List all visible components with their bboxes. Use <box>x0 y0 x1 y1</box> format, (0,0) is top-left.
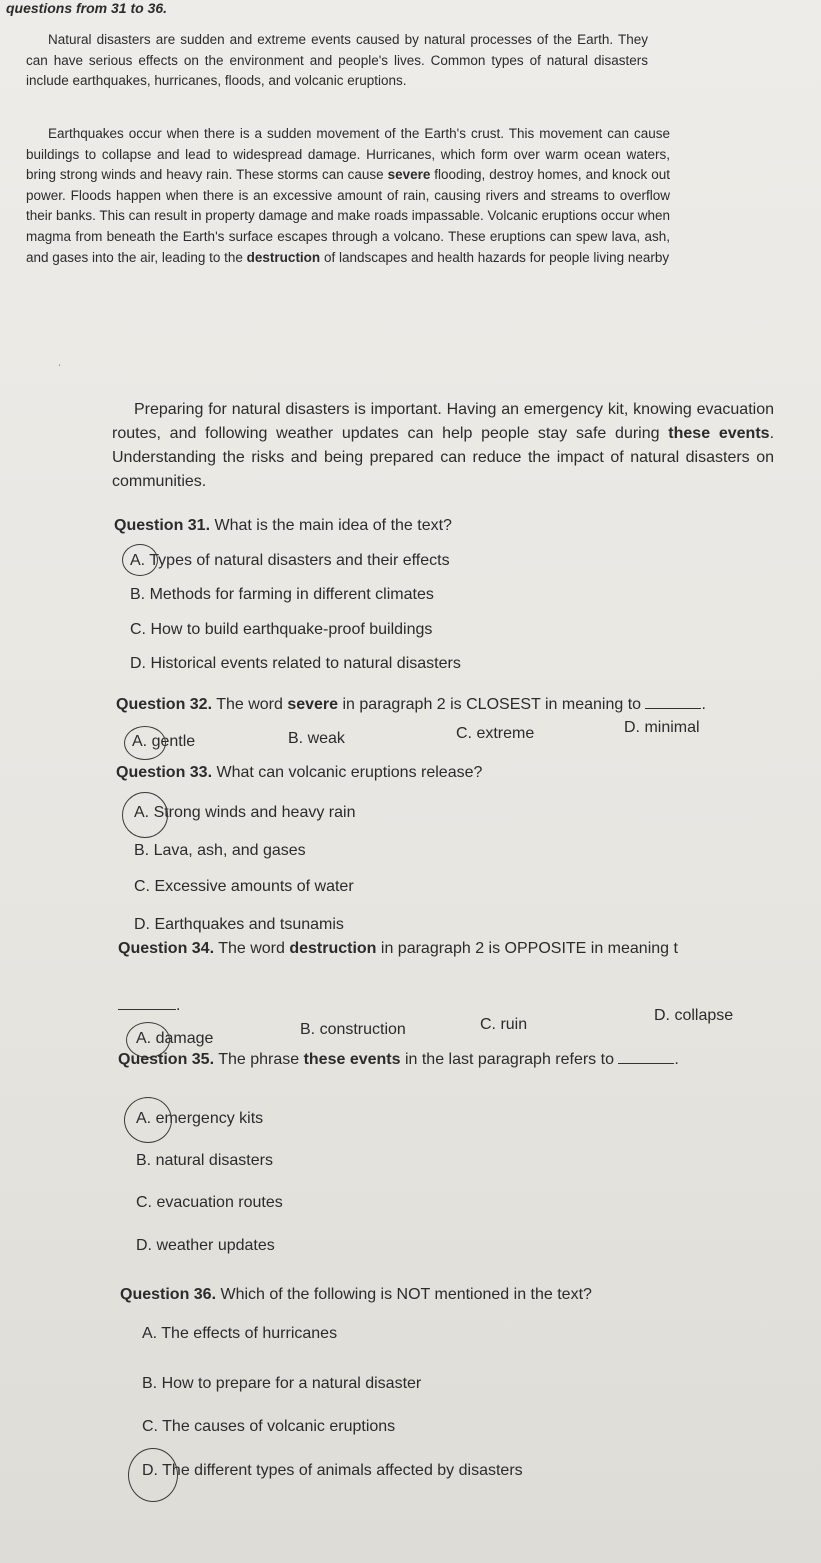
q33-option-d[interactable]: D. Earthquakes and tsunamis <box>134 916 344 933</box>
question-34-blank-line <box>118 996 180 1016</box>
question-35-word: these events <box>303 1051 401 1068</box>
question-31 <box>114 516 452 536</box>
paragraph-2-text-b: flooding, destroy homes, and knock out power. Floods happen when there is an excessive amount of rain, causing rivers and streams to overflow their banks. This can result in property damage and make roads impassable. Volcanic eruptions occur when magma from beneath the Earth's surface escapes through a volcano. These eruptions can spew lava, ash, and gases into the air, leading to the <box>26 167 670 265</box>
question-32-word: severe <box>287 696 339 713</box>
q34-option-c[interactable]: C. ruin <box>480 1016 528 1033</box>
q35-option-c[interactable]: C. evacuation routes <box>136 1194 283 1211</box>
q36-option-a[interactable]: A. The effects of hurricanes <box>142 1325 338 1342</box>
paragraph-1-text: Natural disasters are sudden and extreme events caused by natural processes of the Earth. They can have serious effects on the environment and people's lives. Common types of natural disasters include earthquakes, hurricanes, floods, and volcanic eruptions. <box>26 32 648 89</box>
question-34-text-a: The word <box>214 940 290 957</box>
passage-paragraph-1 <box>26 30 648 92</box>
q31-option-c[interactable]: C. How to build earthquake-proof buildings <box>130 621 433 638</box>
q36-option-d[interactable]: D. The different types of animals affected by disasters <box>142 1462 523 1479</box>
q36-option-b[interactable]: B. How to prepare for a natural disaster <box>142 1375 422 1392</box>
question-32-text-a: The word <box>212 696 288 713</box>
question-36-text: Which of the following is NOT mentioned in the text? <box>216 1286 592 1303</box>
q34-option-b[interactable]: B. construction <box>300 1021 406 1038</box>
q32-option-d[interactable]: D. minimal <box>624 719 700 736</box>
q32-option-c[interactable]: C. extreme <box>456 725 535 742</box>
q34-option-a[interactable]: A. damage <box>136 1030 214 1047</box>
question-35 <box>118 1050 679 1070</box>
question-34 <box>118 939 678 959</box>
passage-paragraph-2 <box>26 124 670 268</box>
question-35-text-a: The phrase <box>214 1051 304 1068</box>
q35-option-b[interactable]: B. natural disasters <box>136 1152 273 1169</box>
paragraph-3-text-b: . Understanding the risks and being prepared can reduce the impact of natural disasters on communities. <box>112 425 775 490</box>
q33-option-a[interactable]: A. Strong winds and heavy rain <box>134 804 356 821</box>
question-33 <box>116 763 482 783</box>
q32-option-a[interactable]: A. gentle <box>132 733 196 750</box>
paragraph-2-text-c: of landscapes and health hazards for people living nearby <box>320 249 670 265</box>
q31-option-d[interactable]: D. Historical events related to natural disasters <box>130 655 461 672</box>
q33-option-c[interactable]: C. Excessive amounts of water <box>134 878 354 895</box>
question-32-text-b: in paragraph 2 is CLOSEST in meaning to <box>338 696 646 713</box>
q32-option-b[interactable]: B. weak <box>288 730 345 747</box>
q31-option-b[interactable]: B. Methods for farming in different climates <box>130 586 434 603</box>
q35-option-a[interactable]: A. emergency kits <box>136 1110 264 1127</box>
section-header: questions from 31 to 36. <box>6 0 168 16</box>
answer-blank <box>618 1063 674 1064</box>
highlighted-phrase-these-events: these events <box>668 425 770 442</box>
q36-option-c[interactable]: C. The causes of volcanic eruptions <box>142 1418 396 1435</box>
question-33-label: Question 33. <box>116 764 213 781</box>
answer-blank <box>645 708 701 709</box>
q35-option-d[interactable]: D. weather updates <box>136 1237 275 1254</box>
question-32-label: Question 32. <box>116 696 213 713</box>
highlighted-word-severe: severe <box>387 167 431 183</box>
question-36 <box>120 1285 592 1305</box>
passage-paragraph-3 <box>112 398 774 494</box>
question-32-tail: . <box>701 696 706 713</box>
question-35-tail: . <box>674 1051 679 1068</box>
answer-blank <box>118 1009 176 1010</box>
paragraph-3-text-a: Preparing for natural disasters is important. Having an emergency kit, knowing evacuation routes, and following weather updates can help people stay safe during <box>112 401 774 442</box>
question-34-label: Question 34. <box>118 940 215 957</box>
question-33-text: What can volcanic eruptions release? <box>212 764 483 781</box>
question-34-text-b: in paragraph 2 is OPPOSITE in meaning t <box>376 940 678 957</box>
question-34-word: destruction <box>289 940 377 957</box>
question-35-text-b: in the last paragraph refers to <box>400 1051 619 1068</box>
question-31-label: Question 31. <box>114 517 211 534</box>
question-31-text: What is the main idea of the text? <box>210 517 452 534</box>
highlighted-word-destruction: destruction <box>246 249 321 265</box>
question-32 <box>116 695 706 715</box>
paragraph-2-text-a: Earthquakes occur when there is a sudden movement of the Earth's crust. This movement can cause buildings to collapse and lead to widespread damage. Hurricanes, which form over warm ocean waters, bring strong winds and heavy rain. These storms can cause <box>26 126 670 183</box>
q31-option-a[interactable]: A. Types of natural disasters and their effects <box>130 552 450 569</box>
stray-mark: ˈ <box>58 364 62 375</box>
question-36-label: Question 36. <box>120 1286 217 1303</box>
q34-option-d[interactable]: D. collapse <box>654 1007 734 1024</box>
q33-option-b[interactable]: B. Lava, ash, and gases <box>134 842 306 859</box>
question-35-label: Question 35. <box>118 1051 215 1068</box>
question-34-tail: . <box>176 997 181 1014</box>
